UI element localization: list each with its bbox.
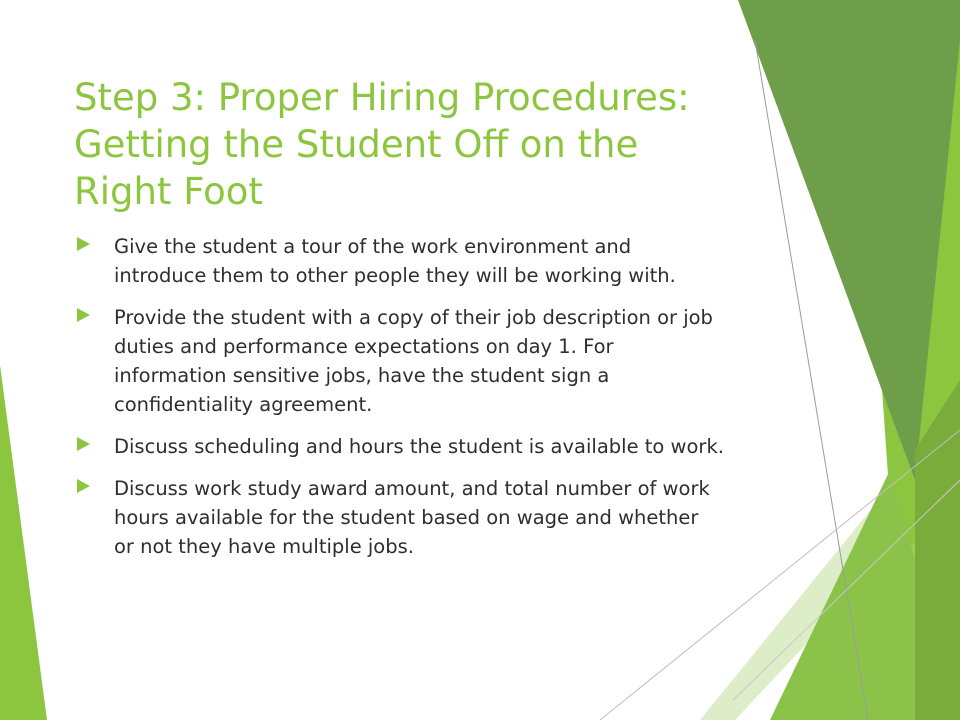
bullet-item	[74, 432, 724, 461]
slide-title-line: Right Foot	[74, 170, 263, 213]
slide-title	[74, 74, 734, 215]
bullet-item	[74, 303, 724, 419]
slide-title-line: Getting the Student Off on the	[74, 123, 639, 166]
triangle-bullet-icon	[74, 477, 92, 495]
bullet-list	[74, 232, 724, 574]
slide-title-line: Step 3: Proper Hiring Procedures:	[74, 76, 690, 119]
bullet-text: Provide the student with a copy of their job description or job duties and performance expectations on day 1. For information sensitive jobs, have the student sign a confidentiality agreement.	[114, 306, 713, 416]
bullet-text: Give the student a tour of the work environment and introduce them to other people they will be working with.	[114, 235, 676, 287]
bullet-item	[74, 474, 724, 561]
bullet-item	[74, 232, 724, 290]
left-edge-stripe	[0, 365, 47, 720]
bullet-text: Discuss work study award amount, and total number of work hours available for the student based on wage and whether or not they have multiple jobs.	[114, 477, 710, 558]
triangle-bullet-icon	[74, 435, 92, 453]
triangle-bullet-icon	[74, 235, 92, 253]
triangle-bullet-icon	[74, 306, 92, 324]
bullet-text: Discuss scheduling and hours the student is available to work.	[114, 435, 724, 458]
